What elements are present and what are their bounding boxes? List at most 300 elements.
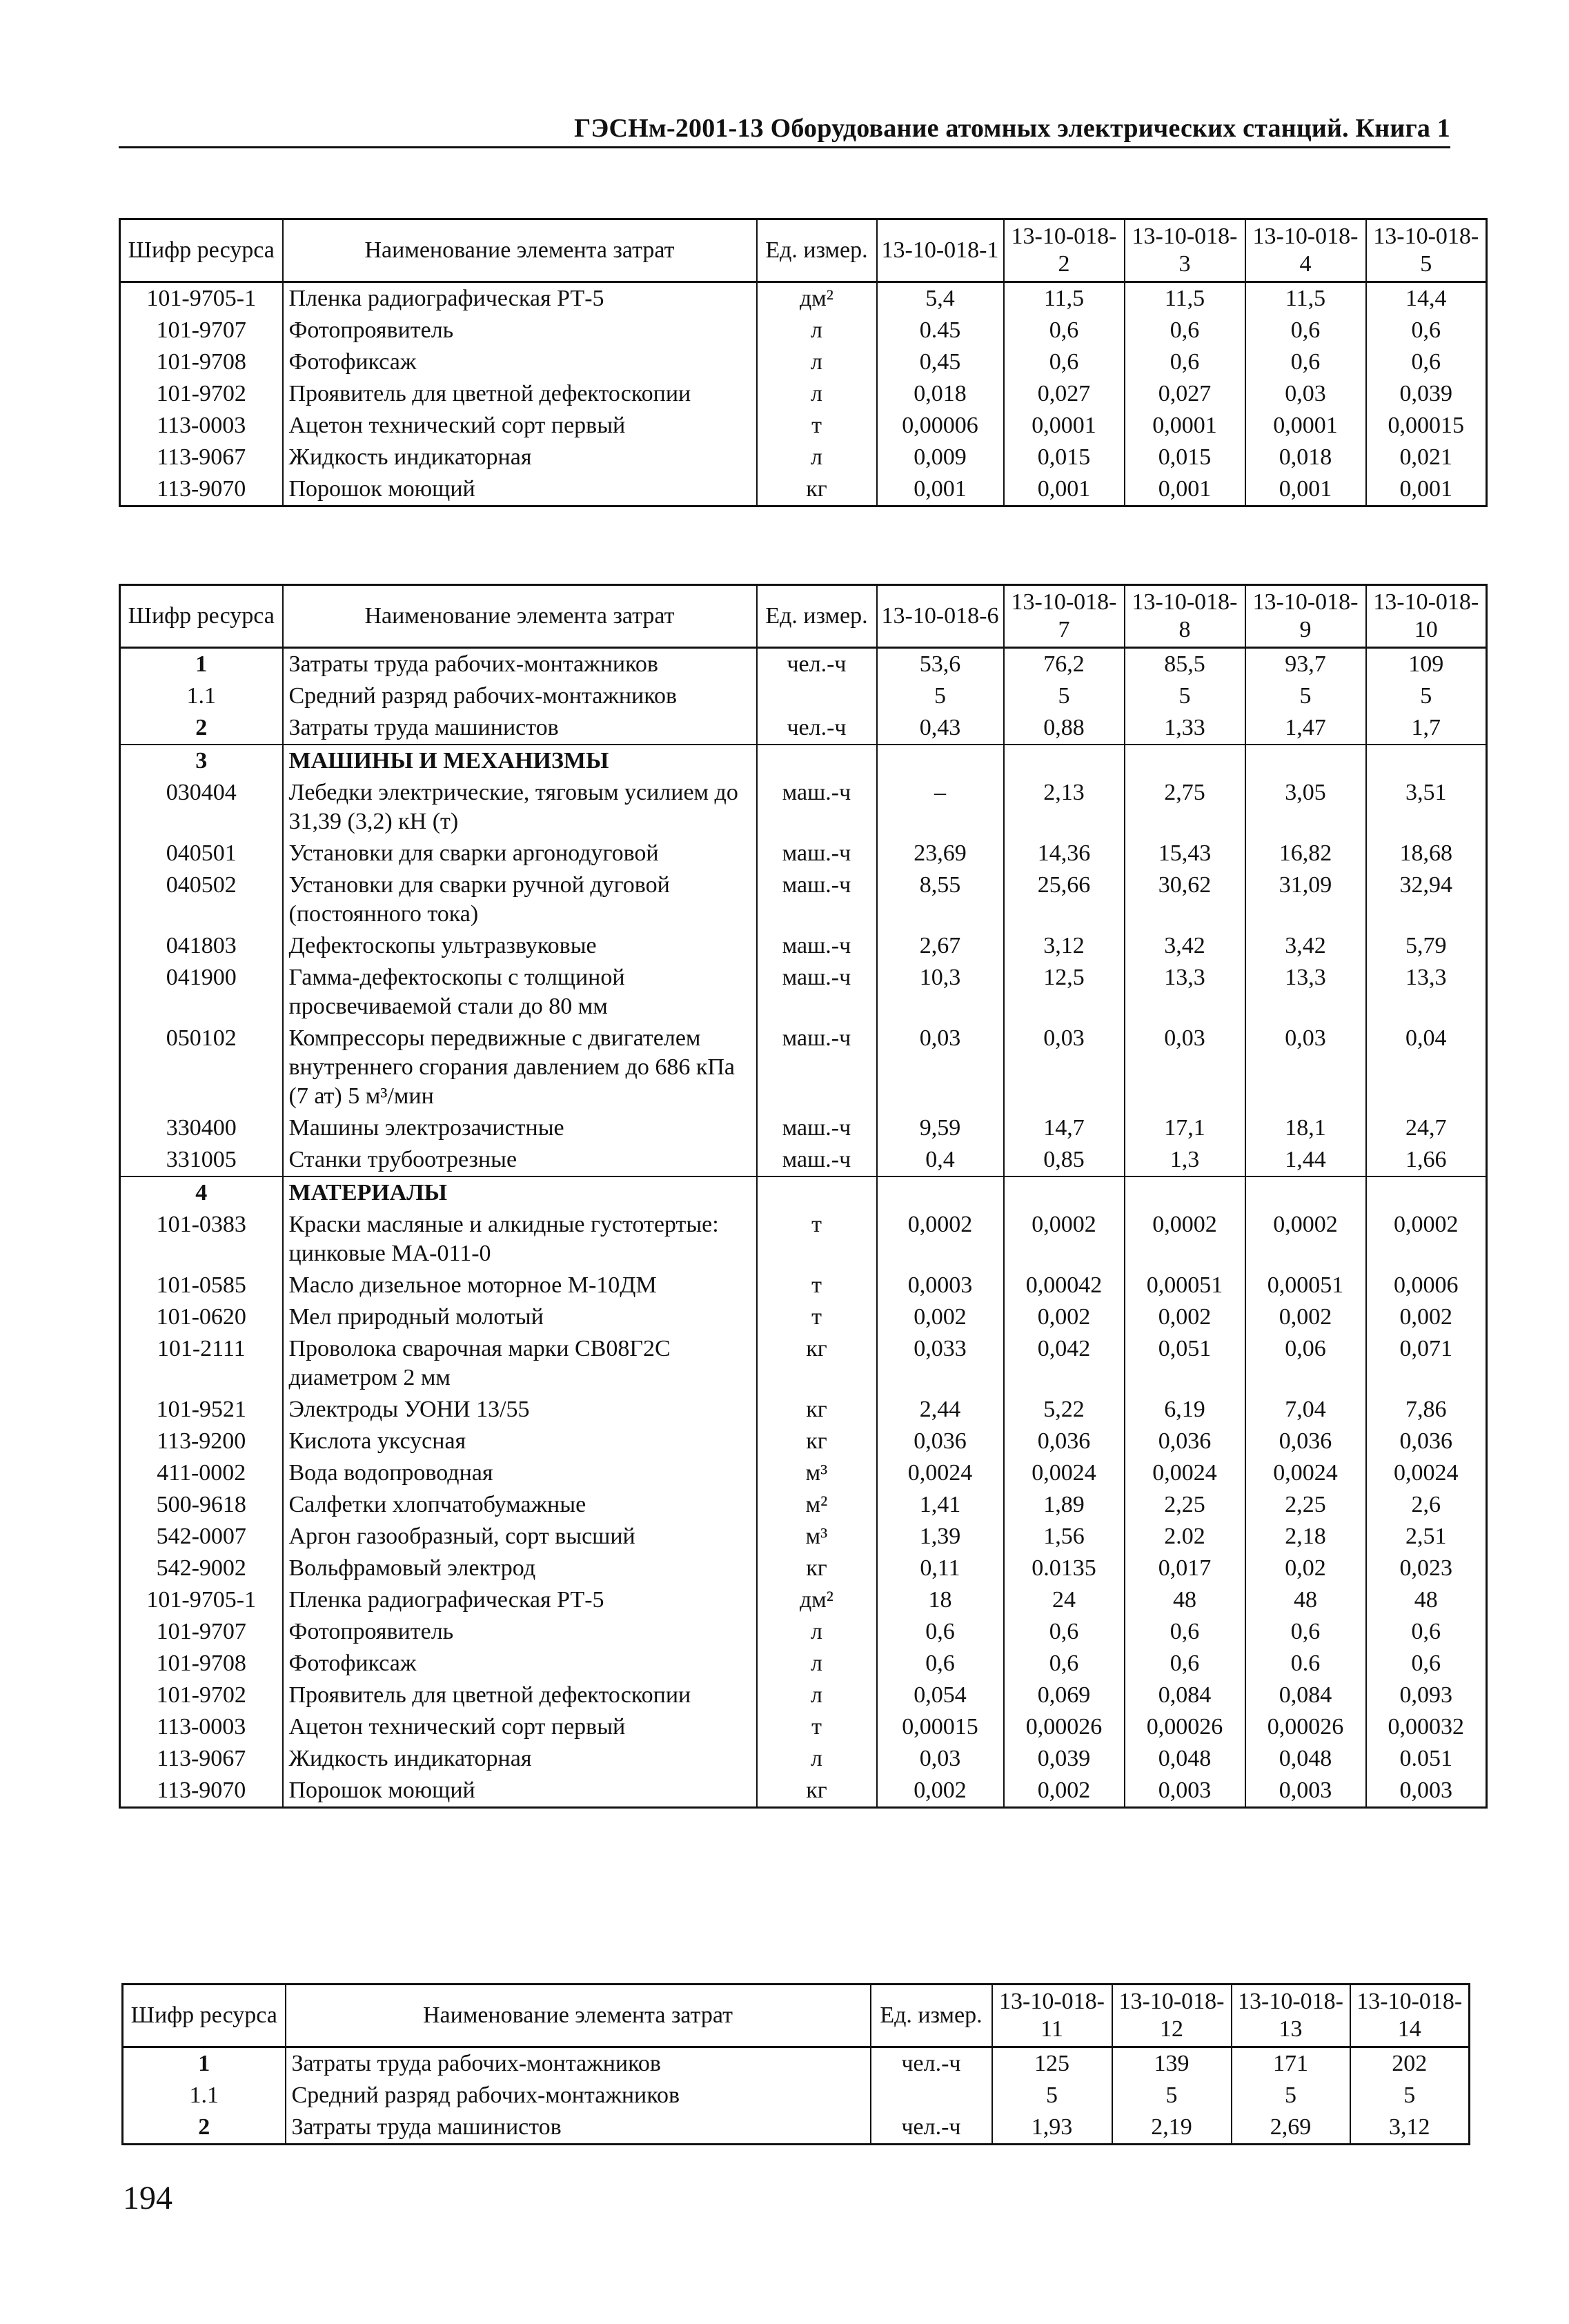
norm-value: 16,82 — [1245, 838, 1366, 869]
norm-value: 0,003 — [1366, 1775, 1487, 1808]
norm-value: 30,62 — [1125, 869, 1245, 930]
norm-value: 0,6 — [877, 1648, 1004, 1680]
table-row — [120, 777, 1487, 838]
cost-element-name: Станки трубоотрезные — [283, 1144, 757, 1176]
norm-value: 3,51 — [1366, 777, 1487, 838]
resource-code: 101-0620 — [120, 1301, 283, 1333]
table-row — [120, 648, 1487, 681]
table-row — [120, 1333, 1487, 1394]
norm-value: 11,5 — [1245, 282, 1366, 315]
unit-of-measure: кг — [757, 473, 877, 506]
cost-element-name: Фотофиксаж — [283, 1648, 757, 1680]
table-row — [120, 1521, 1487, 1553]
norm-value: 0.6 — [1245, 1648, 1366, 1680]
norm-value: 0,003 — [1245, 1775, 1366, 1808]
resource-code: 101-9521 — [120, 1394, 283, 1426]
header-norm-code: 13-10-018-3 — [1125, 219, 1245, 282]
header-norm-code: 13-10-018-11 — [992, 1985, 1112, 2047]
norm-value: 1,41 — [877, 1489, 1004, 1521]
norm-value — [1245, 745, 1366, 777]
norm-value: 0,017 — [1125, 1553, 1245, 1584]
norm-value: 0,0003 — [877, 1270, 1004, 1301]
norm-value: 0,002 — [877, 1301, 1004, 1333]
resource-code: 101-9705-1 — [120, 282, 283, 315]
norm-value: 1,56 — [1004, 1521, 1125, 1553]
norm-value: 0,002 — [1004, 1775, 1125, 1808]
cost-element-name: Мел природный молотый — [283, 1301, 757, 1333]
norm-value: 0,0001 — [1245, 410, 1366, 442]
resource-code: 101-9708 — [120, 1648, 283, 1680]
norm-value: 24 — [1004, 1584, 1125, 1616]
cost-element-name: Вольфрамовый электрод — [283, 1553, 757, 1584]
norm-value: 0,001 — [1125, 473, 1245, 506]
header-norm-code: 13-10-018-13 — [1232, 1985, 1350, 2047]
norm-value: 5,4 — [877, 282, 1004, 315]
norm-value: 11,5 — [1125, 282, 1245, 315]
cost-element-name: Фотопроявитель — [283, 315, 757, 346]
table-row — [120, 1394, 1487, 1426]
unit-of-measure: т — [757, 1301, 877, 1333]
norm-value: 24,7 — [1366, 1112, 1487, 1144]
cost-element-name: Фотофиксаж — [283, 346, 757, 378]
norm-value: 0,00042 — [1004, 1270, 1125, 1301]
resource-code: 030404 — [120, 777, 283, 838]
resource-code: 500-9618 — [120, 1489, 283, 1521]
header-norm-code: 13-10-018-5 — [1366, 219, 1487, 282]
unit-of-measure: маш.-ч — [757, 777, 877, 838]
table-row — [120, 410, 1487, 442]
header-name: Наименование элемента затрат — [283, 219, 757, 282]
norm-value: 25,66 — [1004, 869, 1125, 930]
cost-element-name: Установки для сварки ручной дуговой (постоянного тока) — [283, 869, 757, 930]
header-norm-code: 13-10-018-1 — [877, 219, 1004, 282]
table-row — [120, 680, 1487, 712]
norm-value: 1,44 — [1245, 1144, 1366, 1176]
unit-of-measure — [757, 745, 877, 777]
resource-code: 101-9707 — [120, 315, 283, 346]
norm-value: 0,03 — [877, 1023, 1004, 1112]
table-row — [120, 315, 1487, 346]
header-norm-code: 13-10-018-6 — [877, 585, 1004, 648]
table-header-row — [123, 1985, 1470, 2047]
norm-value: 0,6 — [1004, 346, 1125, 378]
norm-value: 5 — [1004, 680, 1125, 712]
resource-code: 101-9708 — [120, 346, 283, 378]
norm-value: 0,6 — [1125, 1648, 1245, 1680]
norm-value: 0,6 — [1004, 315, 1125, 346]
norm-value: 5 — [1350, 2080, 1470, 2111]
norm-value: 0,88 — [1004, 712, 1125, 745]
resource-code: 101-9707 — [120, 1616, 283, 1648]
norm-value: 0,002 — [1245, 1301, 1366, 1333]
norm-value: 0,002 — [1366, 1301, 1487, 1333]
norm-value: 0,00015 — [877, 1711, 1004, 1743]
cost-element-name: Ацетон технический сорт первый — [283, 1711, 757, 1743]
resource-code: 101-0585 — [120, 1270, 283, 1301]
norm-value: 0,03 — [877, 1743, 1004, 1775]
norm-value: 0,03 — [1245, 1023, 1366, 1112]
norm-value: 2.02 — [1125, 1521, 1245, 1553]
norm-value: 93,7 — [1245, 648, 1366, 681]
unit-of-measure: чел.-ч — [757, 712, 877, 745]
cost-element-name: Порошок моющий — [283, 473, 757, 506]
norm-value: 0,0024 — [877, 1457, 1004, 1489]
resource-code: 330400 — [120, 1112, 283, 1144]
cost-element-name: Порошок моющий — [283, 1775, 757, 1808]
header-norm-code: 13-10-018-4 — [1245, 219, 1366, 282]
norm-value: – — [877, 777, 1004, 838]
norm-value: 0,039 — [1004, 1743, 1125, 1775]
norm-value: 5 — [1366, 680, 1487, 712]
cost-element-name: Затраты труда рабочих-монтажников — [283, 648, 757, 681]
norm-value: 5 — [992, 2080, 1112, 2111]
unit-of-measure: м³ — [757, 1457, 877, 1489]
header-code: Шифр ресурса — [120, 219, 283, 282]
norm-value: 2,6 — [1366, 1489, 1487, 1521]
norm-value: 3,42 — [1125, 930, 1245, 962]
norm-value: 1,93 — [992, 2111, 1112, 2145]
norm-value: 0.051 — [1366, 1743, 1487, 1775]
norm-value: 0,018 — [1245, 442, 1366, 473]
cost-element-name: Салфетки хлопчатобумажные — [283, 1489, 757, 1521]
norm-value: 0,084 — [1245, 1680, 1366, 1711]
header-norm-code: 13-10-018-14 — [1350, 1985, 1470, 2047]
norm-value: 0,04 — [1366, 1023, 1487, 1112]
resource-code: 101-9705-1 — [120, 1584, 283, 1616]
norm-value: 0,6 — [1125, 346, 1245, 378]
resource-code: 113-9070 — [120, 473, 283, 506]
norm-value: 0,00026 — [1125, 1711, 1245, 1743]
cost-element-name: Кислота уксусная — [283, 1426, 757, 1457]
table-row — [120, 1023, 1487, 1112]
resource-code: 542-9002 — [120, 1553, 283, 1584]
unit-of-measure: чел.-ч — [871, 2047, 992, 2080]
norm-value: 0,85 — [1004, 1144, 1125, 1176]
norm-value: 2,19 — [1112, 2111, 1232, 2145]
norm-value: 0,6 — [1245, 315, 1366, 346]
unit-of-measure: т — [757, 1711, 877, 1743]
unit-of-measure: кг — [757, 1553, 877, 1584]
norm-value: 18,1 — [1245, 1112, 1366, 1144]
norm-value: 2,69 — [1232, 2111, 1350, 2145]
table-row — [120, 442, 1487, 473]
resource-code: 1.1 — [123, 2080, 286, 2111]
norm-value: 0,43 — [877, 712, 1004, 745]
norm-value: 1,89 — [1004, 1489, 1125, 1521]
norm-value: 13,3 — [1366, 962, 1487, 1023]
norm-value: 0,001 — [877, 473, 1004, 506]
norm-value: 3,12 — [1004, 930, 1125, 962]
header-name: Наименование элемента затрат — [286, 1985, 871, 2047]
norm-value: 0,036 — [877, 1426, 1004, 1457]
norm-value: 0,6 — [1245, 346, 1366, 378]
norm-value: 48 — [1366, 1584, 1487, 1616]
table-row — [120, 962, 1487, 1023]
norm-value: 0,03 — [1125, 1023, 1245, 1112]
unit-of-measure: дм² — [757, 282, 877, 315]
unit-of-measure: маш.-ч — [757, 962, 877, 1023]
resource-table-2 — [119, 584, 1488, 1809]
norm-value: 5 — [1232, 2080, 1350, 2111]
table-row — [120, 1270, 1487, 1301]
norm-value: 1,66 — [1366, 1144, 1487, 1176]
unit-of-measure: маш.-ч — [757, 838, 877, 869]
cost-element-name: Компрессоры передвижные с двигателем внутреннего сгорания давлением до 686 кПа (7 ат) 5 м³/мин — [283, 1023, 757, 1112]
resource-code: 101-9702 — [120, 378, 283, 410]
unit-of-measure: л — [757, 1743, 877, 1775]
norm-value: 2,67 — [877, 930, 1004, 962]
norm-value: 13,3 — [1245, 962, 1366, 1023]
norm-value: 0,0001 — [1004, 410, 1125, 442]
resource-code: 113-9200 — [120, 1426, 283, 1457]
norm-value: 15,43 — [1125, 838, 1245, 869]
table-row — [120, 1553, 1487, 1584]
unit-of-measure — [757, 680, 877, 712]
norm-value: 5,79 — [1366, 930, 1487, 962]
resource-code: 101-9702 — [120, 1680, 283, 1711]
norm-value — [1366, 1176, 1487, 1209]
resource-code: 411-0002 — [120, 1457, 283, 1489]
cost-element-name: МАШИНЫ И МЕХАНИЗМЫ — [283, 745, 757, 777]
norm-value: 0,015 — [1004, 442, 1125, 473]
unit-of-measure: м² — [757, 1489, 877, 1521]
norm-value: 0,001 — [1004, 473, 1125, 506]
norm-value: 0,036 — [1366, 1426, 1487, 1457]
norm-value: 0,00015 — [1366, 410, 1487, 442]
header-code: Шифр ресурса — [123, 1985, 286, 2047]
table-row — [120, 1743, 1487, 1775]
unit-of-measure: маш.-ч — [757, 1023, 877, 1112]
unit-of-measure: дм² — [757, 1584, 877, 1616]
norm-value — [877, 745, 1004, 777]
unit-of-measure: л — [757, 378, 877, 410]
norm-value: 0,0002 — [1245, 1209, 1366, 1270]
norm-value — [1245, 1176, 1366, 1209]
norm-value: 0,6 — [1366, 1616, 1487, 1648]
header-unit: Ед. измер. — [871, 1985, 992, 2047]
resource-code: 3 — [120, 745, 283, 777]
norm-value: 125 — [992, 2047, 1112, 2080]
norm-value: 10,3 — [877, 962, 1004, 1023]
norm-value: 13,3 — [1125, 962, 1245, 1023]
table-row — [120, 838, 1487, 869]
norm-value: 0,0006 — [1366, 1270, 1487, 1301]
table-row — [120, 745, 1487, 777]
norm-value: 0.0135 — [1004, 1553, 1125, 1584]
norm-value: 0,03 — [1004, 1023, 1125, 1112]
table-row — [123, 2111, 1470, 2145]
norm-value: 0,6 — [1004, 1648, 1125, 1680]
norm-value: 0,6 — [1366, 1648, 1487, 1680]
unit-of-measure: маш.-ч — [757, 930, 877, 962]
header-title: ГЭСНм-2001-13 Оборудование атомных электрических станций. Книга 1 — [574, 114, 1450, 143]
norm-value: 3,12 — [1350, 2111, 1470, 2145]
norm-value: 202 — [1350, 2047, 1470, 2080]
norm-value: 8,55 — [877, 869, 1004, 930]
unit-of-measure: л — [757, 1616, 877, 1648]
norm-value: 7,86 — [1366, 1394, 1487, 1426]
norm-value: 0,015 — [1125, 442, 1245, 473]
unit-of-measure: л — [757, 346, 877, 378]
unit-of-measure: т — [757, 1270, 877, 1301]
table-row — [120, 346, 1487, 378]
resource-code: 542-0007 — [120, 1521, 283, 1553]
resource-code: 1.1 — [120, 680, 283, 712]
cost-element-name: Аргон газообразный, сорт высший — [283, 1521, 757, 1553]
table-row — [120, 1775, 1487, 1808]
norm-value: 14,4 — [1366, 282, 1487, 315]
norm-value: 0,001 — [1366, 473, 1487, 506]
norm-value: 0,6 — [1245, 1616, 1366, 1648]
norm-value: 2,25 — [1125, 1489, 1245, 1521]
unit-of-measure: т — [757, 410, 877, 442]
unit-of-measure: м³ — [757, 1521, 877, 1553]
norm-value: 0,009 — [877, 442, 1004, 473]
table-row — [123, 2080, 1470, 2111]
table-row — [120, 378, 1487, 410]
norm-value: 0,4 — [877, 1144, 1004, 1176]
table-row — [120, 1301, 1487, 1333]
norm-value: 0.45 — [877, 315, 1004, 346]
norm-value — [1004, 1176, 1125, 1209]
header-norm-code: 13-10-018-10 — [1366, 585, 1487, 648]
norm-value: 0,6 — [1125, 315, 1245, 346]
header-norm-code: 13-10-018-9 — [1245, 585, 1366, 648]
table-row — [120, 712, 1487, 745]
norm-value: 0,039 — [1366, 378, 1487, 410]
table-row — [120, 869, 1487, 930]
norm-value: 12,5 — [1004, 962, 1125, 1023]
norm-value: 0,071 — [1366, 1333, 1487, 1394]
norm-value: 0,027 — [1125, 378, 1245, 410]
header-unit: Ед. измер. — [757, 585, 877, 648]
norm-value: 0,069 — [1004, 1680, 1125, 1711]
resource-code: 101-0383 — [120, 1209, 283, 1270]
norm-value — [1125, 745, 1245, 777]
norm-value: 0,06 — [1245, 1333, 1366, 1394]
header-norm-code: 13-10-018-7 — [1004, 585, 1125, 648]
cost-element-name: Вода водопроводная — [283, 1457, 757, 1489]
table-row — [120, 282, 1487, 315]
norm-value: 2,13 — [1004, 777, 1125, 838]
table-row — [120, 1584, 1487, 1616]
norm-value: 0,0024 — [1245, 1457, 1366, 1489]
unit-of-measure: т — [757, 1209, 877, 1270]
page-header — [119, 104, 1450, 148]
table-row — [120, 1711, 1487, 1743]
resource-code: 113-0003 — [120, 410, 283, 442]
cost-element-name: Затраты труда машинистов — [286, 2111, 871, 2145]
norm-value: 0,002 — [1004, 1301, 1125, 1333]
norm-value: 2,51 — [1366, 1521, 1487, 1553]
norm-value: 0,0002 — [1004, 1209, 1125, 1270]
norm-value: 171 — [1232, 2047, 1350, 2080]
norm-value: 0,027 — [1004, 378, 1125, 410]
cost-element-name: Пленка радиографическая РТ-5 — [283, 282, 757, 315]
unit-of-measure: чел.-ч — [871, 2111, 992, 2145]
table-row — [120, 1616, 1487, 1648]
cost-element-name: Фотопроявитель — [283, 1616, 757, 1648]
norm-value: 6,19 — [1125, 1394, 1245, 1426]
norm-value: 2,18 — [1245, 1521, 1366, 1553]
resource-code: 2 — [123, 2111, 286, 2145]
cost-element-name: Проявитель для цветной дефектоскопии — [283, 378, 757, 410]
norm-value — [1125, 1176, 1245, 1209]
norm-value: 139 — [1112, 2047, 1232, 2080]
norm-value: 1,47 — [1245, 712, 1366, 745]
cost-element-name: Масло дизельное моторное М-10ДМ — [283, 1270, 757, 1301]
norm-value: 5 — [877, 680, 1004, 712]
norm-value: 0,048 — [1245, 1743, 1366, 1775]
norm-value: 0,001 — [1245, 473, 1366, 506]
norm-value: 5 — [1125, 680, 1245, 712]
norm-value: 0,054 — [877, 1680, 1004, 1711]
norm-value: 18,68 — [1366, 838, 1487, 869]
norm-value: 2,44 — [877, 1394, 1004, 1426]
norm-value: 0,6 — [877, 1616, 1004, 1648]
norm-value — [1004, 745, 1125, 777]
norm-value: 3,05 — [1245, 777, 1366, 838]
table-row — [123, 2047, 1470, 2080]
norm-value: 0,6 — [1125, 1616, 1245, 1648]
norm-value: 17,1 — [1125, 1112, 1245, 1144]
table-row — [120, 1680, 1487, 1711]
cost-element-name: Лебедки электрические, тяговым усилием до 31,39 (3,2) кН (т) — [283, 777, 757, 838]
unit-of-measure: л — [757, 315, 877, 346]
table-row — [120, 1176, 1487, 1209]
unit-of-measure: маш.-ч — [757, 869, 877, 930]
cost-element-name: Ацетон технический сорт первый — [283, 410, 757, 442]
norm-value: 31,09 — [1245, 869, 1366, 930]
norm-value: 0,00051 — [1245, 1270, 1366, 1301]
norm-value: 1,7 — [1366, 712, 1487, 745]
table-row — [120, 1144, 1487, 1176]
resource-code: 113-0003 — [120, 1711, 283, 1743]
header-unit: Ед. измер. — [757, 219, 877, 282]
norm-value: 23,69 — [877, 838, 1004, 869]
unit-of-measure: л — [757, 1680, 877, 1711]
table-row — [120, 1209, 1487, 1270]
cost-element-name: Средний разряд рабочих-монтажников — [286, 2080, 871, 2111]
norm-value: 0,45 — [877, 346, 1004, 378]
cost-element-name: Гамма-дефектоскопы с толщиной просвечиваемой стали до 80 мм — [283, 962, 757, 1023]
norm-value: 5,22 — [1004, 1394, 1125, 1426]
resource-code: 040501 — [120, 838, 283, 869]
norm-value: 0,0002 — [1125, 1209, 1245, 1270]
cost-element-name: Пленка радиографическая РТ-5 — [283, 1584, 757, 1616]
norm-value: 0,02 — [1245, 1553, 1366, 1584]
unit-of-measure: кг — [757, 1333, 877, 1394]
norm-value: 5 — [1245, 680, 1366, 712]
table-row — [120, 1112, 1487, 1144]
cost-element-name: Затраты труда машинистов — [283, 712, 757, 745]
norm-value: 48 — [1125, 1584, 1245, 1616]
cost-element-name: Жидкость индикаторная — [283, 442, 757, 473]
norm-value: 0,00026 — [1245, 1711, 1366, 1743]
norm-value: 1,33 — [1125, 712, 1245, 745]
norm-value: 0,002 — [1125, 1301, 1245, 1333]
norm-value: 18 — [877, 1584, 1004, 1616]
norm-value: 0,0002 — [877, 1209, 1004, 1270]
norm-value: 0,00026 — [1004, 1711, 1125, 1743]
table-row — [120, 1426, 1487, 1457]
table-row — [120, 473, 1487, 506]
header-name: Наименование элемента затрат — [283, 585, 757, 648]
cost-element-name: Машины электрозачистные — [283, 1112, 757, 1144]
unit-of-measure: маш.-ч — [757, 1112, 877, 1144]
norm-value: 0,048 — [1125, 1743, 1245, 1775]
resource-code: 1 — [123, 2047, 286, 2080]
